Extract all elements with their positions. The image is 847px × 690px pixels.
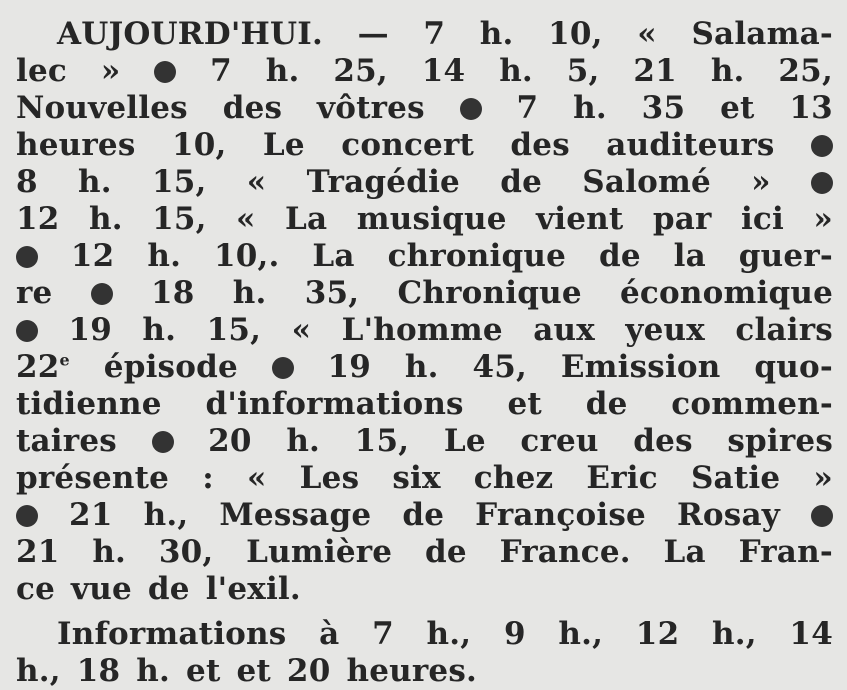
article-line bbox=[16, 275, 833, 312]
word: Françoise bbox=[475, 497, 646, 533]
word: 7 bbox=[210, 53, 232, 89]
word: 15, bbox=[152, 201, 207, 237]
word: L'homme bbox=[341, 312, 503, 348]
article-line bbox=[16, 534, 833, 571]
word: spires bbox=[727, 423, 833, 459]
word: 19 bbox=[327, 349, 372, 385]
word: Message bbox=[219, 497, 372, 533]
word: 18 bbox=[150, 275, 195, 311]
word: — bbox=[357, 16, 389, 52]
word: chez bbox=[473, 460, 554, 496]
word: h. bbox=[136, 653, 171, 689]
word: « bbox=[246, 164, 267, 200]
word: « bbox=[236, 201, 256, 237]
word: à bbox=[319, 616, 340, 652]
bullet-icon bbox=[16, 320, 38, 342]
word: La bbox=[663, 534, 706, 570]
word: Rosay bbox=[676, 497, 780, 533]
word: Fran- bbox=[738, 534, 833, 570]
word: h. bbox=[404, 349, 439, 385]
word: 14 bbox=[789, 616, 833, 652]
word: 10,. bbox=[213, 238, 280, 274]
word: h. bbox=[232, 275, 267, 311]
word: h. bbox=[499, 53, 533, 89]
article-line bbox=[16, 201, 833, 238]
word: des bbox=[222, 90, 283, 126]
word: France. bbox=[499, 534, 631, 570]
word: h. bbox=[92, 534, 127, 570]
bullet-icon bbox=[152, 431, 174, 453]
word: heures bbox=[16, 127, 136, 163]
word: taires bbox=[16, 423, 117, 459]
word: épisode bbox=[103, 349, 238, 385]
bullet-icon bbox=[460, 98, 482, 120]
word: 18 bbox=[76, 653, 121, 689]
article-line bbox=[16, 164, 833, 201]
word: 10, bbox=[171, 127, 227, 163]
article-line bbox=[16, 238, 833, 275]
word: h., bbox=[16, 653, 61, 689]
word: re bbox=[16, 275, 53, 311]
word: 12 bbox=[70, 238, 115, 274]
word: 5, bbox=[566, 53, 600, 89]
word: h., bbox=[712, 616, 757, 652]
word: la bbox=[673, 238, 706, 274]
word: ce bbox=[16, 571, 55, 607]
word: vôtres bbox=[317, 90, 425, 126]
word: de bbox=[598, 238, 641, 274]
word: chronique bbox=[387, 238, 567, 274]
word: 45, bbox=[472, 349, 528, 385]
word: h., bbox=[143, 497, 189, 533]
word: h. bbox=[147, 238, 182, 274]
word: des bbox=[633, 423, 693, 459]
word: commen- bbox=[671, 386, 833, 422]
word: » bbox=[100, 53, 121, 89]
word: Salama- bbox=[691, 16, 833, 52]
word: et bbox=[720, 90, 755, 126]
bullet-icon bbox=[16, 505, 38, 527]
word: vient bbox=[536, 201, 624, 237]
word: Salomé bbox=[582, 164, 711, 200]
word: vue bbox=[71, 571, 132, 607]
word: h. bbox=[286, 423, 321, 459]
word: « bbox=[246, 460, 267, 496]
article-line bbox=[16, 423, 833, 460]
word: l'exil. bbox=[205, 571, 301, 607]
word: 21 bbox=[16, 534, 60, 570]
word: Satie bbox=[690, 460, 781, 496]
article-line bbox=[16, 53, 833, 90]
word: Tragédie bbox=[306, 164, 460, 200]
word: 25, bbox=[778, 53, 833, 89]
word: h. bbox=[265, 53, 300, 89]
bullet-icon bbox=[811, 505, 833, 527]
word: par bbox=[652, 201, 712, 237]
word: Lumière bbox=[246, 534, 393, 570]
footer-line bbox=[16, 653, 833, 690]
article-line bbox=[16, 497, 833, 534]
bullet-icon bbox=[811, 135, 833, 157]
word: 25, bbox=[333, 53, 388, 89]
word: h. bbox=[142, 312, 177, 348]
word: 20 bbox=[208, 423, 252, 459]
word: présente bbox=[16, 460, 170, 496]
word: 13 bbox=[789, 90, 833, 126]
footer-line bbox=[57, 616, 833, 653]
word: 22e bbox=[16, 349, 70, 385]
article-line bbox=[16, 460, 833, 497]
word: 9 bbox=[503, 616, 526, 652]
word: h. bbox=[88, 201, 123, 237]
word: de bbox=[147, 571, 190, 607]
word: 35 bbox=[641, 90, 686, 126]
word: La bbox=[312, 238, 355, 274]
word: lec bbox=[16, 53, 67, 89]
article-line bbox=[16, 127, 833, 164]
word: AUJOURD'HUI. bbox=[57, 16, 323, 52]
word: musique bbox=[356, 201, 507, 237]
word: yeux bbox=[625, 312, 705, 348]
word: Emission bbox=[560, 349, 721, 385]
word: h., bbox=[426, 616, 472, 652]
word: h. bbox=[479, 16, 514, 52]
word: 20 bbox=[286, 653, 331, 689]
word: « bbox=[637, 16, 657, 52]
word: guer- bbox=[738, 238, 833, 274]
word: économique bbox=[619, 275, 833, 311]
word: 12 bbox=[635, 616, 680, 652]
word: 21 bbox=[69, 497, 113, 533]
article-line bbox=[57, 16, 833, 53]
article-line bbox=[16, 312, 833, 349]
article-line bbox=[16, 571, 833, 608]
word: creu bbox=[520, 423, 599, 459]
word: 12 bbox=[16, 201, 60, 237]
word: clairs bbox=[735, 312, 833, 348]
word: h. bbox=[78, 164, 112, 200]
word: Chronique bbox=[397, 275, 582, 311]
word: et bbox=[507, 386, 542, 422]
word: six bbox=[392, 460, 441, 496]
word: » bbox=[751, 164, 771, 200]
word: 14 bbox=[421, 53, 466, 89]
word: Les bbox=[299, 460, 360, 496]
article-line bbox=[16, 90, 833, 127]
word: 7 bbox=[423, 16, 446, 52]
word: d'informations bbox=[205, 386, 464, 422]
word: heures. bbox=[346, 653, 477, 689]
word: Le bbox=[443, 423, 486, 459]
word: 10, bbox=[548, 16, 603, 52]
word: auditeurs bbox=[606, 127, 775, 163]
word: h. bbox=[710, 53, 745, 89]
bullet-icon bbox=[154, 61, 176, 83]
word: de bbox=[402, 497, 445, 533]
article-line bbox=[16, 349, 833, 386]
word: 7 bbox=[516, 90, 539, 126]
word: 35, bbox=[304, 275, 360, 311]
word: 21 bbox=[633, 53, 677, 89]
word: » bbox=[813, 201, 833, 237]
word: des bbox=[510, 127, 570, 163]
word: 30, bbox=[158, 534, 214, 570]
bullet-icon bbox=[91, 283, 113, 305]
word: h., bbox=[558, 616, 604, 652]
word: Nouvelles bbox=[16, 90, 188, 126]
word: « bbox=[291, 312, 312, 348]
word: Le bbox=[262, 127, 305, 163]
word: quo- bbox=[754, 349, 833, 385]
word: La bbox=[285, 201, 328, 237]
word: 8 bbox=[16, 164, 38, 200]
word: 15, bbox=[206, 312, 262, 348]
word: : bbox=[202, 460, 214, 496]
bullet-icon bbox=[16, 246, 38, 268]
article-line bbox=[16, 386, 833, 423]
word: 19 bbox=[68, 312, 112, 348]
word: et bbox=[186, 653, 221, 689]
word: ici bbox=[740, 201, 784, 237]
bullet-icon bbox=[811, 172, 833, 194]
word: Eric bbox=[586, 460, 658, 496]
word: 15, bbox=[354, 423, 410, 459]
word: aux bbox=[533, 312, 595, 348]
word: de bbox=[424, 534, 467, 570]
word: 15, bbox=[151, 164, 207, 200]
word: Informations bbox=[57, 616, 287, 652]
word: de bbox=[585, 386, 628, 422]
word: concert bbox=[341, 127, 474, 163]
word: de bbox=[500, 164, 543, 200]
word: h. bbox=[573, 90, 607, 126]
word: et bbox=[236, 653, 271, 689]
word: tidienne bbox=[16, 386, 162, 422]
word: » bbox=[813, 460, 833, 496]
word: 7 bbox=[372, 616, 394, 652]
bullet-icon bbox=[272, 357, 294, 379]
